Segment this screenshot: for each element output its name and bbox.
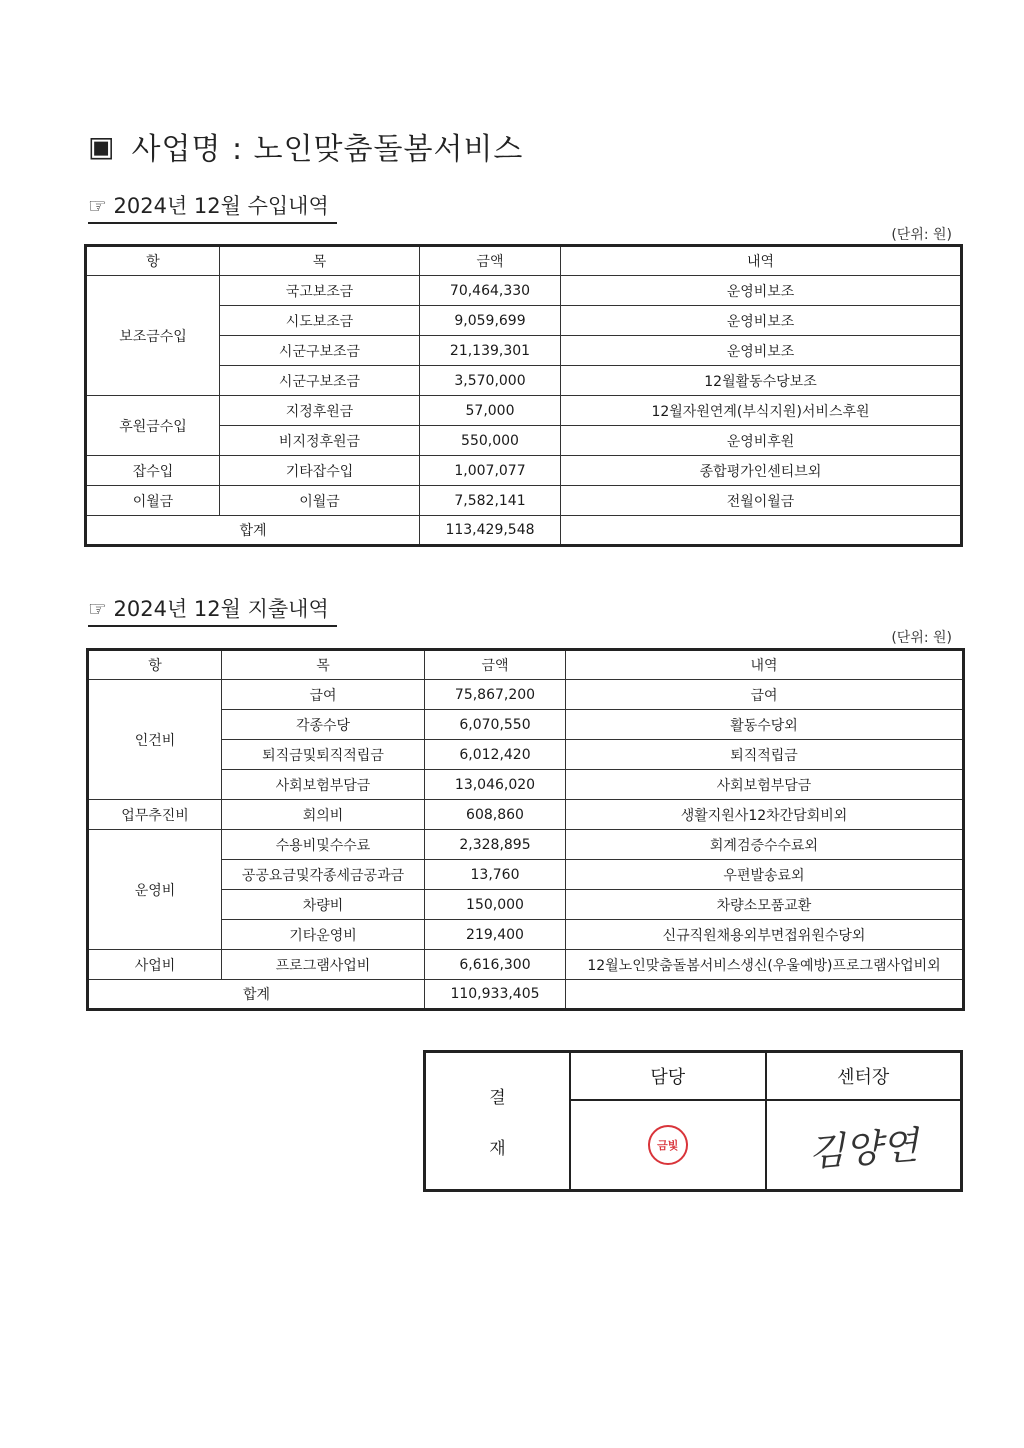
seal-stamp: 금빛: [648, 1125, 688, 1165]
table-row: [86, 486, 962, 516]
expense-heading: ☞ 2024년 12월 지출내역: [88, 593, 337, 627]
approval-label-bottom: 재: [489, 1139, 506, 1159]
detail-cell: 12월노인맞춤돌봄서비스생신(우울예방)프로그램사업비외: [566, 950, 964, 980]
business-name: 사업명 : 노인맞춤돌봄서비스: [131, 132, 524, 167]
square-marker-icon: ▣: [88, 129, 116, 163]
detail-cell: 생활지원사12차간담회비외: [566, 800, 964, 830]
category-cell: 업무추진비: [88, 800, 222, 830]
income-heading: ☞ 2024년 12월 수입내역: [88, 190, 337, 224]
category-cell: 보조금수입: [86, 276, 220, 396]
detail-cell: 회계검증수수료외: [566, 830, 964, 860]
amount-cell: 9,059,699: [420, 306, 561, 336]
total-label: 합계: [88, 980, 425, 1010]
approval-label: [426, 1053, 571, 1189]
column-header: 내역: [561, 246, 962, 276]
detail-cell: 전월이월금: [561, 486, 962, 516]
item-cell: 이월금: [220, 486, 420, 516]
director-label: 센터장: [767, 1053, 961, 1101]
table-row: [86, 396, 962, 426]
category-cell: 인건비: [88, 680, 222, 800]
item-cell: 시도보조금: [220, 306, 420, 336]
amount-cell: 75,867,200: [425, 680, 566, 710]
category-cell: 사업비: [88, 950, 222, 980]
detail-cell: 차량소모품교환: [566, 890, 964, 920]
amount-cell: 13,760: [425, 860, 566, 890]
category-cell: 잡수입: [86, 456, 220, 486]
expense-unit: (단위: 원): [891, 630, 952, 646]
detail-cell: 12월활동수당보조: [561, 366, 962, 396]
total-amount: 113,429,548: [420, 516, 561, 546]
category-cell: 이월금: [86, 486, 220, 516]
item-cell: 지정후원금: [220, 396, 420, 426]
amount-cell: 3,570,000: [420, 366, 561, 396]
amount-cell: 6,070,550: [425, 710, 566, 740]
approval-label-top: 결: [489, 1088, 506, 1108]
item-cell: 사회보험부담금: [222, 770, 425, 800]
item-cell: 공공요금및각종세금공과금: [222, 860, 425, 890]
income-table: [84, 244, 963, 547]
table-header-row: [86, 246, 962, 276]
detail-cell: 운영비보조: [561, 336, 962, 366]
column-header: 목: [220, 246, 420, 276]
table-row: [88, 950, 964, 980]
column-header: 항: [88, 650, 222, 680]
staff-label: 담당: [571, 1053, 765, 1101]
amount-cell: 608,860: [425, 800, 566, 830]
director-signature: 김양연: [807, 1122, 920, 1175]
item-cell: 퇴직금및퇴직적립금: [222, 740, 425, 770]
staff-column: [571, 1053, 765, 1189]
item-cell: 차량비: [222, 890, 425, 920]
amount-cell: 70,464,330: [420, 276, 561, 306]
category-cell: 운영비: [88, 830, 222, 950]
column-header: 금액: [425, 650, 566, 680]
amount-cell: 6,012,420: [425, 740, 566, 770]
detail-cell: 퇴직적립금: [566, 740, 964, 770]
detail-cell: 활동수당외: [566, 710, 964, 740]
amount-cell: 150,000: [425, 890, 566, 920]
table-row: [88, 680, 964, 710]
total-row: [88, 980, 964, 1010]
detail-cell: 신규직원채용외부면접위원수당외: [566, 920, 964, 950]
amount-cell: 219,400: [425, 920, 566, 950]
expense-table: [86, 648, 965, 1011]
item-cell: 프로그램사업비: [222, 950, 425, 980]
detail-cell: 운영비보조: [561, 276, 962, 306]
total-detail-cell: [566, 980, 964, 1010]
item-cell: 국고보조금: [220, 276, 420, 306]
item-cell: 회의비: [222, 800, 425, 830]
detail-cell: 종합평가인센티브외: [561, 456, 962, 486]
item-cell: 비지정후원금: [220, 426, 420, 456]
table-row: [88, 800, 964, 830]
column-header: 금액: [420, 246, 561, 276]
amount-cell: 21,139,301: [420, 336, 561, 366]
total-row: [86, 516, 962, 546]
approval-box: [423, 1050, 963, 1192]
item-cell: 기타잡수입: [220, 456, 420, 486]
income-unit: (단위: 원): [891, 227, 952, 243]
item-cell: 각종수당: [222, 710, 425, 740]
director-column: [765, 1053, 961, 1189]
detail-cell: 급여: [566, 680, 964, 710]
item-cell: 수용비및수수료: [222, 830, 425, 860]
column-header: 내역: [566, 650, 964, 680]
column-header: 항: [86, 246, 220, 276]
amount-cell: 13,046,020: [425, 770, 566, 800]
detail-cell: 12월자원연계(부식지원)서비스후원: [561, 396, 962, 426]
detail-cell: 운영비보조: [561, 306, 962, 336]
total-label: 합계: [86, 516, 420, 546]
column-header: 목: [222, 650, 425, 680]
table-header-row: [88, 650, 964, 680]
item-cell: 기타운영비: [222, 920, 425, 950]
amount-cell: 2,328,895: [425, 830, 566, 860]
detail-cell: 운영비후원: [561, 426, 962, 456]
table-row: [86, 276, 962, 306]
category-cell: 후원금수입: [86, 396, 220, 456]
item-cell: 시군구보조금: [220, 336, 420, 366]
amount-cell: 1,007,077: [420, 456, 561, 486]
amount-cell: 57,000: [420, 396, 561, 426]
detail-cell: 우편발송료외: [566, 860, 964, 890]
page-title: [88, 124, 523, 168]
amount-cell: 6,616,300: [425, 950, 566, 980]
item-cell: 급여: [222, 680, 425, 710]
total-amount: 110,933,405: [425, 980, 566, 1010]
amount-cell: 550,000: [420, 426, 561, 456]
detail-cell: 사회보험부담금: [566, 770, 964, 800]
table-row: [86, 456, 962, 486]
amount-cell: 7,582,141: [420, 486, 561, 516]
total-detail-cell: [561, 516, 962, 546]
table-row: [88, 830, 964, 860]
item-cell: 시군구보조금: [220, 366, 420, 396]
